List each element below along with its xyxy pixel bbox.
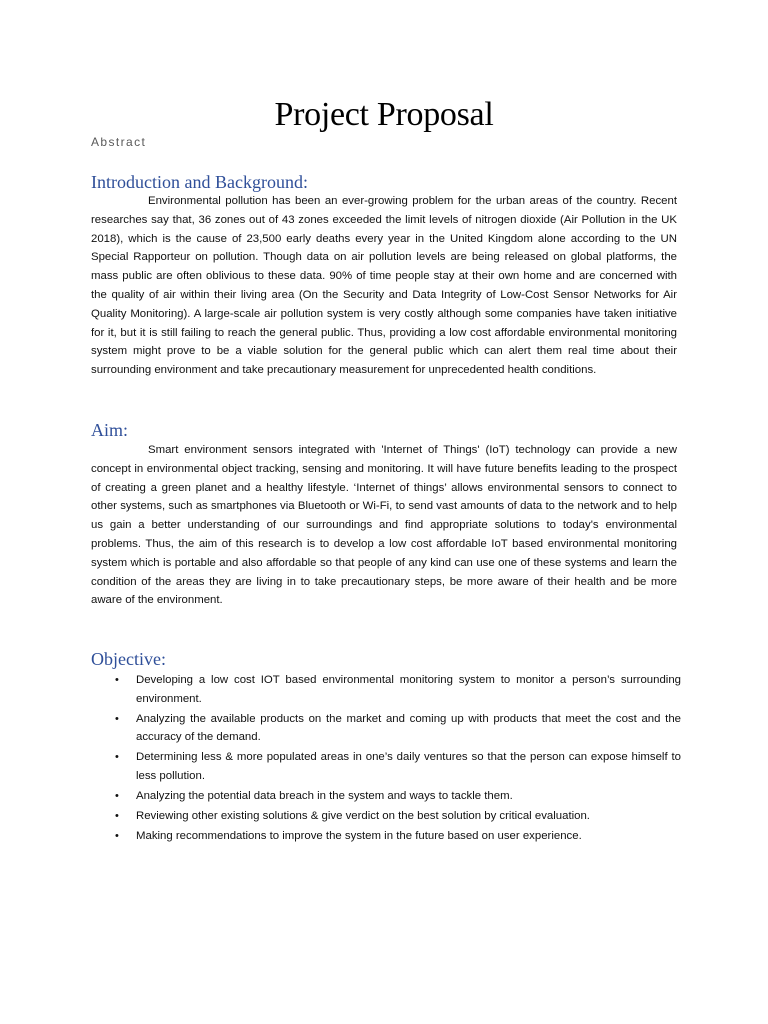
list-item-text: Analyzing the available products on the market and coming up with products that meet the cost and the accuracy of the demand.	[136, 712, 681, 744]
aim-paragraph: Smart environment sensors integrated with 'Internet of Things' (IoT) technology can provide a new concept in environmental object tracking, sensing and monitoring. It will have future benefits leading to the prospect of creating a green planet and a healthy lifestyle. ‘Internet of things’ allows environmental sensors to connect to other systems, such as smartphones via Bluetooth or Wi-Fi, to send vast amounts of data to the network and to help us gain a better understanding of our surroundings and find appropriate solutions to today's environmental problems. Thus, the aim of this research is to develop a low cost affordable IoT based environmental monitoring system which is portable and also affordable so that people of any kind can use one of these systems and learn the condition of the areas they are living in to take precautionary steps, be more aware of their health and be more aware of the environment.	[91, 444, 677, 607]
bullet-icon: •	[115, 674, 119, 686]
objective-heading: Objective:	[91, 649, 166, 669]
bullet-icon: •	[115, 751, 119, 764]
page-title: Project Proposal	[274, 96, 494, 133]
introduction-paragraph: Environmental pollution has been an ever-growing problem for the urban areas of the country. Recent researches say that, 36 zones out of 43 zones exceeded the limit levels of nitrogen dioxide (Air Pollution in the UK 2018), which is the cause of 23,500 early deaths every year in the United Kingdom alone according to the UN Special Rapporteur on pollution. Though data on air pollution levels are being released on global platforms, the mass public are often oblivious to these data. 90% of time people stay at their own home and are concerned with the quality of air within their living area (On the Security and Data Integrity of Low-Cost Sensor Networks for Air Quality Monitoring). A large-scale air pollution system is very costly although some companies have taken initiative for it, but it is still failing to reach the general public. Thus, providing a low cost affordable environmental monitoring system might prove to be a viable solution for the general public which can alert them real time about their surrounding environment and take precautionary measurement for unprecedented health conditions.	[91, 195, 677, 377]
abstract-label: Abstract	[91, 135, 147, 149]
list-item	[91, 710, 681, 747]
list-item-text: Developing a low cost IOT based environmental monitoring system to monitor a person’s surrounding environment.	[136, 674, 681, 705]
introduction-heading: Introduction and Background:	[91, 172, 308, 192]
aim-heading: Aim:	[91, 420, 129, 440]
list-item-text: Determining less & more populated areas in one’s daily ventures so that the person can expose himself to less pollution.	[136, 751, 681, 782]
bullet-icon: •	[115, 712, 119, 725]
objective-list	[91, 671, 681, 847]
bullet-icon: •	[115, 809, 119, 822]
list-item-text: Making recommendations to improve the system in the future based on user experience.	[136, 829, 582, 842]
bullet-icon: •	[115, 829, 119, 842]
list-item-text: Reviewing other existing solutions & give verdict on the best solution by critical evaluation.	[136, 809, 590, 822]
bullet-icon: •	[115, 789, 119, 802]
list-item-text: Analyzing the potential data breach in the system and ways to tackle them.	[136, 789, 513, 802]
list-item	[91, 748, 681, 785]
list-item	[91, 827, 681, 846]
list-item	[91, 671, 681, 708]
list-item	[91, 787, 681, 806]
list-item	[91, 807, 681, 826]
